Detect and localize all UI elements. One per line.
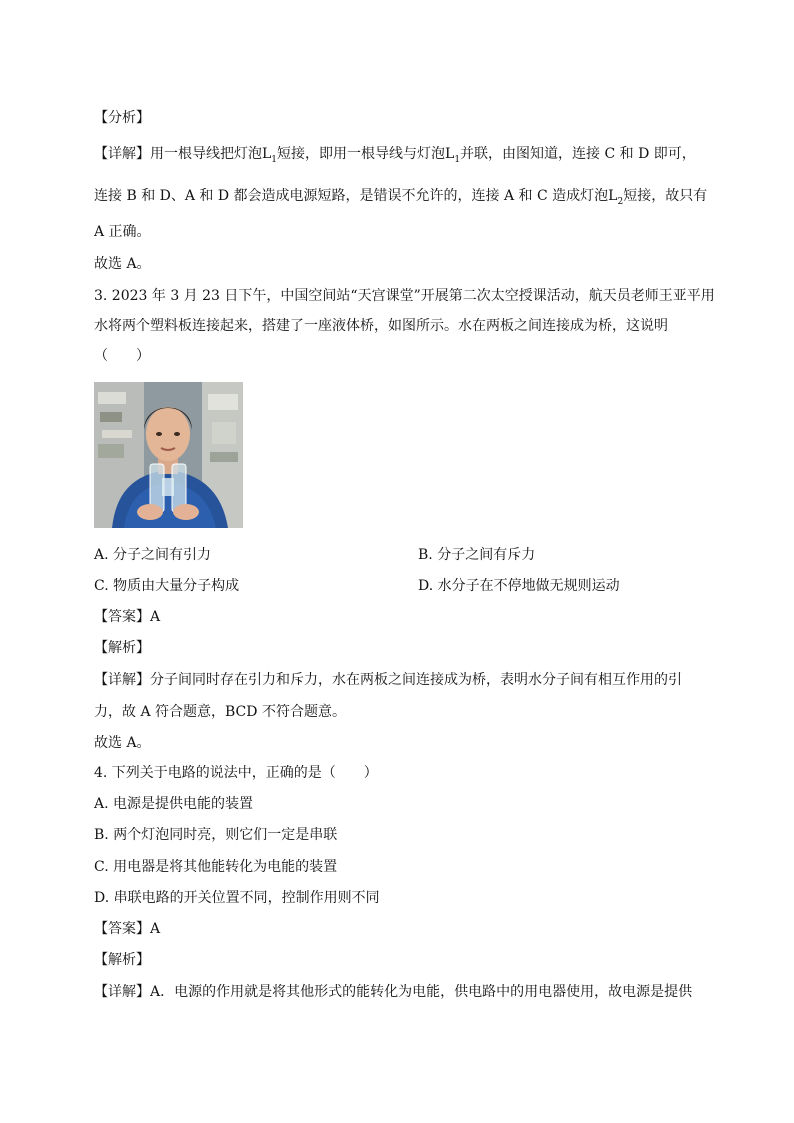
q2-line2-part-b: 短接，故只有 [623,188,708,204]
q2-detail-part-b: 短接，即用一根导线与灯泡 [277,146,446,162]
q4-option-b: B. 两个灯泡同时亮，则它们一定是串联 [94,827,338,843]
bulb-symbol-l1-b: $L_1$ [445,146,461,165]
q2-line2-part-a: 连接 B 和 D、A 和 D 都会造成电源短路，是错误不允许的，连接 A 和 C 造成灯泡 [94,188,609,204]
q3-answer: 【答案】A [94,609,161,625]
analysis-label: 【分析】 [94,110,150,126]
q4-option-c: C. 用电器是将其他能转化为电能的装置 [94,859,338,875]
q4-analysis-label: 【解析】 [94,952,150,968]
q4-option-a: A. 电源是提供电能的装置 [94,796,254,812]
q4-answer: 【答案】A [94,921,161,937]
q3-detail-line2: 力，故 A 符合题意，BCD 不符合题意。 [94,704,346,720]
q2-choice: 故选 A。 [94,256,151,272]
q2-detail-line1 [94,144,696,166]
q3-stem-line3: （ ） [94,348,150,364]
q3-stem-line2: 水将两个塑料板连接起来，搭建了一座液体桥，如图所示。水在两板之间连接成为桥，这说明 [94,318,668,334]
q3-option-a: A. 分子之间有引力 [94,547,212,563]
q2-detail-part-a: 【详解】用一根导线把灯泡 [94,146,262,162]
q3-choice: 故选 A。 [94,735,151,751]
bulb-symbol-l2: $L_2$ [608,188,624,207]
q4-option-d: D. 串联电路的开关位置不同，控制作用则不同 [94,890,380,906]
q2-detail-part-c: 并联，由图知道，连接 C 和 D 即可， [460,146,696,162]
q3-analysis-label: 【解析】 [94,640,150,656]
q3-option-b: B. 分子之间有斥力 [418,547,536,563]
q2-detail-line2 [94,186,707,208]
q2-detail-line3: A 正确。 [94,224,151,240]
q3-option-c: C. 物质由大量分子构成 [94,578,240,594]
q3-option-d: D. 水分子在不停地做无规则运动 [418,578,620,594]
q3-stem-line1: 3. 2023 年 3 月 23 日下午，中国空间站“天宫课堂”开展第二次太空授课活动，航天员老师王亚平用 [94,288,715,304]
q3-detail-line1: 【详解】分子间同时存在引力和斥力，水在两板之间连接成为桥，表明水分子间有相互作用的引 [94,672,682,688]
q4-detail-line1: 【详解】A．电源的作用就是将其他形式的能转化为电能，供电路中的用电器使用，故电源是提供 [94,984,693,1000]
bulb-symbol-l1: $L_1$ [262,146,278,165]
astronaut-liquid-bridge-photo [94,382,243,528]
q4-stem: 4. 下列关于电路的说法中，正确的是（ ） [94,765,378,781]
